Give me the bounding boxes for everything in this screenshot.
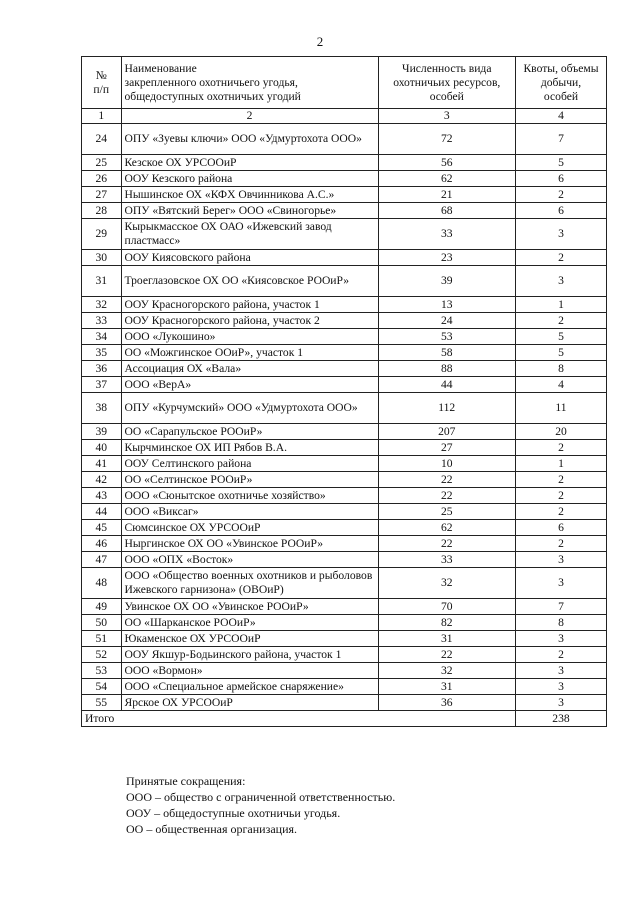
row-number-cell: 32 (82, 297, 122, 313)
row-name-cell: ООУ Красногорского района, участок 1 (121, 297, 378, 313)
table-header-row (82, 57, 607, 109)
column-index-row (82, 109, 607, 124)
table-row (82, 124, 607, 155)
row-number-cell: 43 (82, 488, 122, 504)
row-population-cell: 33 (378, 219, 515, 250)
row-name-cell: ОО «Шарканское РООиР» (121, 615, 378, 631)
row-population-cell: 33 (378, 552, 515, 568)
row-name-cell: ОПУ «Курчумский» ООО «Удмуртохота ООО» (121, 393, 378, 424)
row-number-cell: 41 (82, 456, 122, 472)
row-number-cell: 24 (82, 124, 122, 155)
row-quota-cell: 8 (515, 361, 606, 377)
row-number-cell: 31 (82, 266, 122, 297)
row-number-cell: 53 (82, 663, 122, 679)
table-row (82, 472, 607, 488)
table-row (82, 345, 607, 361)
row-name-cell: ООО «Специальное армейское снаряжение» (121, 679, 378, 695)
row-quota-cell: 7 (515, 599, 606, 615)
row-quota-cell: 5 (515, 155, 606, 171)
row-population-cell: 32 (378, 663, 515, 679)
row-number-cell: 52 (82, 647, 122, 663)
row-number-cell: 46 (82, 536, 122, 552)
row-name-cell: Сюмсинское ОХ УРСООиР (121, 520, 378, 536)
row-population-cell: 21 (378, 187, 515, 203)
row-name-cell: ООО «Общество военных охотников и рыболовов Ижевского гарнизона» (ОВОиР) (121, 568, 378, 599)
row-name-cell: ООУ Красногорского района, участок 2 (121, 313, 378, 329)
table-row (82, 361, 607, 377)
table-row (82, 456, 607, 472)
row-name-cell: ОО «Сарапульское РООиР» (121, 424, 378, 440)
row-population-cell: 44 (378, 377, 515, 393)
row-population-cell: 88 (378, 361, 515, 377)
row-number-cell: 55 (82, 695, 122, 711)
row-number-cell: 54 (82, 679, 122, 695)
row-name-cell: Троеглазовское ОХ ОО «Киясовское РООиР» (121, 266, 378, 297)
row-name-cell: ОПУ «Вятский Берег» ООО «Свиногорье» (121, 203, 378, 219)
row-quota-cell: 2 (515, 504, 606, 520)
note-item: ООО – общество с ограниченной ответственностью. (126, 790, 396, 804)
note-item: ООУ – общедоступные охотничьи угодья. (126, 806, 341, 820)
row-name-cell: Кырчминское ОХ ИП Рябов В.А. (121, 440, 378, 456)
abbreviations-notes (126, 773, 395, 837)
row-number-cell: 39 (82, 424, 122, 440)
row-population-cell: 112 (378, 393, 515, 424)
row-population-cell: 36 (378, 695, 515, 711)
row-population-cell: 62 (378, 171, 515, 187)
row-name-cell: ООУ Киясовского района (121, 250, 378, 266)
row-population-cell: 53 (378, 329, 515, 345)
row-number-cell: 25 (82, 155, 122, 171)
row-number-cell: 51 (82, 631, 122, 647)
row-quota-cell: 3 (515, 679, 606, 695)
row-quota-cell: 8 (515, 615, 606, 631)
notes-title: Принятые сокращения: (126, 774, 246, 788)
row-quota-cell: 4 (515, 377, 606, 393)
table-row (82, 266, 607, 297)
table-row (82, 599, 607, 615)
table-row (82, 631, 607, 647)
row-number-cell: 27 (82, 187, 122, 203)
row-number-cell: 30 (82, 250, 122, 266)
row-population-cell: 207 (378, 424, 515, 440)
row-quota-cell: 6 (515, 203, 606, 219)
row-number-cell: 50 (82, 615, 122, 631)
row-population-cell: 39 (378, 266, 515, 297)
row-name-cell: Ярское ОХ УРСООиР (121, 695, 378, 711)
row-number-cell: 47 (82, 552, 122, 568)
row-number-cell: 40 (82, 440, 122, 456)
row-quota-cell: 5 (515, 345, 606, 361)
row-population-cell: 68 (378, 203, 515, 219)
row-quota-cell: 5 (515, 329, 606, 345)
total-label: Итого (82, 711, 516, 727)
row-quota-cell: 2 (515, 647, 606, 663)
table-row (82, 568, 607, 599)
table-row (82, 663, 607, 679)
row-quota-cell: 3 (515, 552, 606, 568)
row-name-cell: Ныргинское ОХ ОО «Увинское РООиР» (121, 536, 378, 552)
row-number-cell: 48 (82, 568, 122, 599)
row-quota-cell: 2 (515, 250, 606, 266)
table-row (82, 679, 607, 695)
row-name-cell: ООУ Кезского района (121, 171, 378, 187)
total-row (82, 711, 607, 727)
row-population-cell: 56 (378, 155, 515, 171)
row-quota-cell: 7 (515, 124, 606, 155)
row-population-cell: 82 (378, 615, 515, 631)
table-row (82, 536, 607, 552)
row-number-cell: 36 (82, 361, 122, 377)
table-row (82, 520, 607, 536)
row-population-cell: 23 (378, 250, 515, 266)
total-quota: 238 (515, 711, 606, 727)
row-quota-cell: 2 (515, 440, 606, 456)
table-row (82, 440, 607, 456)
row-population-cell: 70 (378, 599, 515, 615)
row-name-cell: ООО «ОПХ «Восток» (121, 552, 378, 568)
row-quota-cell: 6 (515, 520, 606, 536)
row-name-cell: Юкаменское ОХ УРСООиР (121, 631, 378, 647)
row-name-cell: Кезское ОХ УРСООиР (121, 155, 378, 171)
row-population-cell: 22 (378, 536, 515, 552)
row-quota-cell: 3 (515, 219, 606, 250)
row-name-cell: ОО «Можгинское ООиР», участок 1 (121, 345, 378, 361)
row-name-cell: ОО «Селтинское РООиР» (121, 472, 378, 488)
row-population-cell: 62 (378, 520, 515, 536)
row-number-cell: 44 (82, 504, 122, 520)
table-row (82, 219, 607, 250)
row-name-cell: Нышинское ОХ «КФХ Овчинникова А.С.» (121, 187, 378, 203)
row-number-cell: 33 (82, 313, 122, 329)
hunting-quota-table (81, 56, 607, 727)
table-row (82, 393, 607, 424)
row-name-cell: Увинское ОХ ОО «Увинское РООиР» (121, 599, 378, 615)
row-name-cell: ООУ Якшур-Бодьинского района, участок 1 (121, 647, 378, 663)
row-population-cell: 72 (378, 124, 515, 155)
table-row (82, 155, 607, 171)
column-index-cell: 4 (515, 109, 606, 124)
row-number-cell: 26 (82, 171, 122, 187)
row-number-cell: 42 (82, 472, 122, 488)
row-population-cell: 22 (378, 488, 515, 504)
row-quota-cell: 1 (515, 456, 606, 472)
row-number-cell: 35 (82, 345, 122, 361)
table-row (82, 297, 607, 313)
row-population-cell: 32 (378, 568, 515, 599)
row-name-cell: ООО «Сюнытское охотничье хозяйство» (121, 488, 378, 504)
row-population-cell: 31 (378, 679, 515, 695)
row-name-cell: ООО «ВерА» (121, 377, 378, 393)
row-population-cell: 24 (378, 313, 515, 329)
row-quota-cell: 3 (515, 266, 606, 297)
row-quota-cell: 2 (515, 472, 606, 488)
row-quota-cell: 11 (515, 393, 606, 424)
table-body (82, 124, 607, 711)
row-quota-cell: 2 (515, 187, 606, 203)
table-row (82, 377, 607, 393)
header-num: № п/п (82, 57, 122, 109)
header-quota: Квоты, объемы добычи, особей (515, 57, 606, 109)
row-number-cell: 38 (82, 393, 122, 424)
table-row (82, 171, 607, 187)
row-name-cell: Ассоциация ОХ «Вала» (121, 361, 378, 377)
table-row (82, 250, 607, 266)
row-population-cell: 25 (378, 504, 515, 520)
header-name: Наименование закрепленного охотничьего угодья, общедоступных охотничьих угодий (121, 57, 378, 109)
table-row (82, 424, 607, 440)
row-population-cell: 31 (378, 631, 515, 647)
page-number: 2 (316, 34, 324, 49)
table-row (82, 695, 607, 711)
row-number-cell: 29 (82, 219, 122, 250)
table-row (82, 488, 607, 504)
row-quota-cell: 3 (515, 695, 606, 711)
row-population-cell: 10 (378, 456, 515, 472)
table-row (82, 615, 607, 631)
row-population-cell: 22 (378, 647, 515, 663)
row-quota-cell: 6 (515, 171, 606, 187)
table-row (82, 313, 607, 329)
row-quota-cell: 1 (515, 297, 606, 313)
table-row (82, 329, 607, 345)
row-quota-cell: 3 (515, 568, 606, 599)
row-name-cell: ООО «Лукошино» (121, 329, 378, 345)
column-index-cell: 1 (82, 109, 122, 124)
table-row (82, 504, 607, 520)
row-number-cell: 34 (82, 329, 122, 345)
row-population-cell: 22 (378, 472, 515, 488)
row-population-cell: 27 (378, 440, 515, 456)
row-number-cell: 37 (82, 377, 122, 393)
table-row (82, 552, 607, 568)
row-number-cell: 28 (82, 203, 122, 219)
table-row (82, 647, 607, 663)
row-name-cell: ООО «Вормон» (121, 663, 378, 679)
row-population-cell: 13 (378, 297, 515, 313)
row-quota-cell: 3 (515, 663, 606, 679)
row-name-cell: ООУ Селтинского района (121, 456, 378, 472)
column-index-cell: 2 (121, 109, 378, 124)
row-quota-cell: 2 (515, 313, 606, 329)
row-quota-cell: 3 (515, 631, 606, 647)
column-index-cell: 3 (378, 109, 515, 124)
row-name-cell: ООО «Виксаг» (121, 504, 378, 520)
row-quota-cell: 2 (515, 536, 606, 552)
row-population-cell: 58 (378, 345, 515, 361)
row-name-cell: ОПУ «Зуевы ключи» ООО «Удмуртохота ООО» (121, 124, 378, 155)
row-number-cell: 45 (82, 520, 122, 536)
row-number-cell: 49 (82, 599, 122, 615)
note-item: ОО – общественная организация. (126, 822, 298, 836)
row-name-cell: Кырыкмасское ОХ ОАО «Ижевский завод пластмасс» (121, 219, 378, 250)
table-row (82, 203, 607, 219)
row-quota-cell: 20 (515, 424, 606, 440)
header-population: Численность вида охотничьих ресурсов, особей (378, 57, 515, 109)
row-quota-cell: 2 (515, 488, 606, 504)
table-row (82, 187, 607, 203)
